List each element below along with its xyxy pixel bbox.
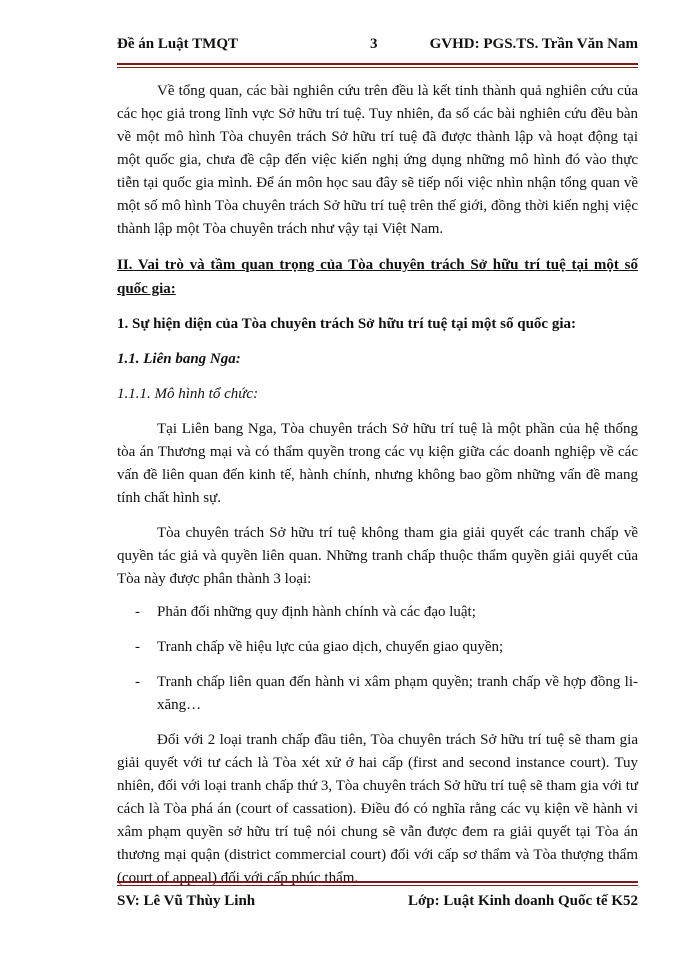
bullet-dash: - — [135, 639, 140, 655]
page-header — [117, 36, 638, 58]
header-divider — [117, 63, 638, 68]
footer-class: Lớp: Luật Kinh doanh Quốc tế K52 — [407, 893, 638, 909]
page-number: 3 — [370, 36, 378, 52]
section-heading-1-1-1: 1.1.1. Mô hình tổ chức: — [117, 386, 259, 402]
bullet-dash: - — [135, 674, 140, 690]
page-body — [117, 80, 638, 890]
footer-student: SV: Lê Vũ Thùy Linh — [117, 893, 256, 909]
header-supervisor: GVHD: PGS.TS. Trần Văn Nam — [429, 36, 638, 52]
section-heading-1-1: 1.1. Liên bang Nga: — [117, 351, 241, 367]
list-item — [117, 671, 638, 717]
paragraph-2: Tòa chuyên trách Sở hữu trí tuệ không tham gia giải quyết các tranh chấp về quyền tác giả và quyền liên quan. Những tranh chấp thuộc thẩm quyền giải quyết của Tòa này được phân thành 3 loại: — [117, 525, 638, 587]
list-item-text: Tranh chấp về hiệu lực của giao dịch, chuyển giao quyền; — [157, 639, 504, 655]
paragraph-1: Tại Liên bang Nga, Tòa chuyên trách Sở hữu trí tuệ là một phần của hệ thống tòa án Thương mại và có thẩm quyền trong các vụ kiện giữa các doanh nghiệp về các vấn đề liên quan đến kinh tế, hành chính, nhưng không bao gồm những vấn đề mang tính chất hình sự. — [117, 421, 638, 506]
page-footer — [117, 893, 638, 915]
paragraph-3: Đối với 2 loại tranh chấp đầu tiên, Tòa chuyên trách Sở hữu trí tuệ sẽ tham gia giải quyết với tư cách là Tòa xét xử ở hai cấp (first and second instance court). Tuy nhiên, đối với loại tranh chấp thứ 3, Tòa chuyên trách Sở hữu trí tuệ sẽ tham gia với tư cách là Tòa phá án (court of cassation). Điều đó có nghĩa rằng các vụ kiện về hành vi xâm phạm quyền sở hữu trí tuệ nói chung sẽ vẫn được đem ra giải quyết tại Tòa án thương mại quận (district commercial court) đối với cấp sơ thẩm và Tòa thượng thẩm (court of appeal) đối với cấp phúc thẩm. — [117, 732, 638, 886]
header-course-title: Đề án Luật TMQT — [117, 36, 238, 52]
bullet-dash: - — [135, 604, 140, 620]
footer-divider — [117, 881, 638, 886]
intro-paragraph: Về tổng quan, các bài nghiên cứu trên đều là kết tinh thành quả nghiên cứu của các học giả trong lĩnh vực Sở hữu trí tuệ. Tuy nhiên, đa số các bài nghiên cứu đều bàn về một mô hình Tòa chuyên trách Sở hữu trí tuệ đã được thành lập và hoạt động tại một quốc gia, chưa đề cập đến việc kiến nghị ứng dụng những mô hình đó vào thực tiễn tại quốc gia mình. Để án môn học sau đây sẽ tiếp nối việc nhìn nhận tổng quan về một số mô hình Tòa chuyên trách Sở hữu trí tuệ trên thế giới, đồng thời kiến nghị việc thành lập một Tòa chuyên trách như vậy tại Việt Nam. — [117, 83, 638, 237]
list-item — [117, 636, 638, 659]
list-item-text: Phản đối những quy định hành chính và các đạo luật; — [157, 604, 476, 620]
dispute-type-list — [117, 601, 638, 717]
list-item-text: Tranh chấp liên quan đến hành vi xâm phạm quyền; tranh chấp về hợp đồng li-xăng… — [157, 674, 638, 713]
section-heading-1: 1. Sự hiện diện của Tòa chuyên trách Sở hữu trí tuệ tại một số quốc gia: — [117, 316, 576, 332]
list-item — [117, 601, 638, 624]
section-heading-ii: II. Vai trò và tầm quan trọng của Tòa chuyên trách Sở hữu trí tuệ tại một số quốc gia: — [117, 257, 638, 297]
